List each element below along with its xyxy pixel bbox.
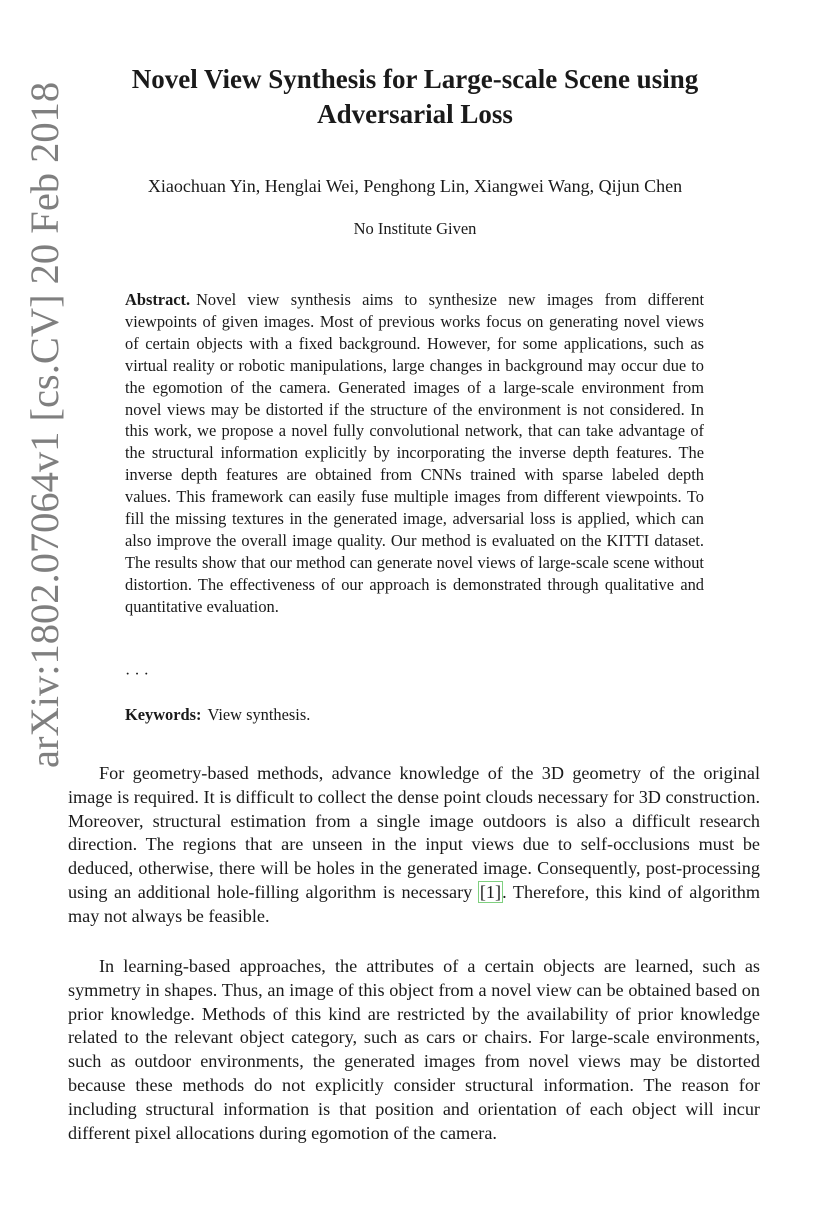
paragraph-text: For geometry-based methods, advance knowledge of the 3D geometry of the original image is required. It is difficult to collect the dense point clouds necessary for 3D construction. Moreover, structural estimation from a single image outdoors is also a difficult research direction. The regions that are unseen in the input views due to self-occlusions must be deduced, otherwise, there will be holes in the generated image. Consequently, post-processing using an additional hole-filling algorithm is necessary	[68, 763, 760, 902]
paragraph-text: . Therefore, this kind of algorithm may not always be feasible.	[68, 881, 760, 926]
abstract-text: Novel view synthesis aims to synthesize new images from different viewpoints of given images. Most of previous works focus on generating novel views of certain objects with a fixed background. However, for some applications, such as virtual reality or robotic manipulations, large changes in background may occur due to the egomotion of the camera. Generated images of a large-scale environment from novel views may be distorted if the structure of the environment is not considered. In this work, we propose a novel fully convolutional network, that can take advantage of the structural information explicitly by incorporating the inverse depth features. The inverse depth features are obtained from CNNs trained with sparse labeled depth values. This framework can easily fuse multiple images from different viewpoints. To fill the missing textures in the generated image, adversarial loss is applied, which can also improve the overall image quality. Our method is evaluated on the KITTI dataset. The results show that our method can generate novel views of large-scale scene without distortion. The effectiveness of our approach is demonstrated through qualitative and quantitative evaluation.	[125, 290, 704, 616]
author-list: Xiaochuan Yin, Henglai Wei, Penghong Lin, Xiangwei Wang, Qijun Chen	[147, 176, 683, 196]
body-paragraph-1	[68, 762, 760, 929]
abstract-ellipsis: · · ·	[125, 666, 149, 683]
paper-title: Novel View Synthesis for Large-scale Scene using Adversarial Loss	[131, 64, 699, 129]
keywords	[125, 705, 310, 725]
arxiv-identifier: arXiv:1802.07064v1 [cs.CV] 20 Feb 2018	[22, 81, 67, 768]
institute: No Institute Given	[353, 219, 477, 238]
abstract	[125, 289, 704, 618]
body-paragraph-2: In learning-based approaches, the attributes of a certain objects are learned, such as symmetry in shapes. Thus, an image of this object from a novel view can be obtained based on prior knowledge. Methods of this kind are restricted by the availability of prior knowledge related to the relevant object category, such as cars or chairs. For large-scale environments, such as outdoor environments, the generated images from novel views may be distorted because these methods do not explicitly consider structural information. The reason for including structural information is that position and orientation of each object will incur different pixel allocations during egomotion of the camera.	[68, 956, 760, 1143]
arxiv-sidebar	[22, 68, 67, 768]
abstract-label: Abstract.	[125, 290, 191, 309]
keywords-text: View synthesis.	[207, 705, 311, 724]
keywords-label: Keywords:	[125, 705, 202, 724]
citation-link[interactable]: [1]	[479, 881, 502, 902]
